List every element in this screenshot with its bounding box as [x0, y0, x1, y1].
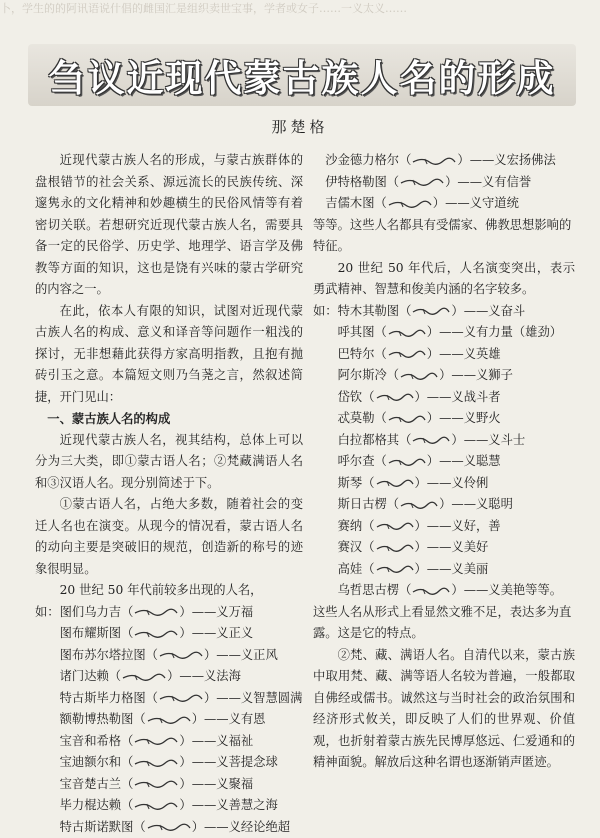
mongolian-script-glyph: [133, 628, 179, 640]
name-entry: [313, 150, 575, 172]
mongolian-script-glyph: [133, 757, 179, 769]
name-meaning: ）——义正义: [179, 626, 253, 640]
paragraph: 这些人名从形式上看显然文雅不足，表达多为直露。这是它的特点。: [313, 602, 575, 645]
name-chinese: 斯日古楞（: [313, 497, 399, 511]
mongolian-script-glyph: [121, 671, 167, 683]
name-entry: [313, 451, 575, 473]
name-chinese: 伊特格勒图（: [313, 175, 399, 189]
name-meaning: ）——义福祉: [179, 734, 253, 748]
mongolian-script-glyph: [387, 348, 427, 360]
name-chinese: 诸门达赖（: [35, 669, 121, 683]
name-chinese: 宝迪额尔和（: [35, 755, 133, 769]
name-meaning: ）——义狮子: [439, 368, 513, 382]
name-entry: [313, 344, 575, 366]
name-meaning: ）——义经论绝超: [192, 820, 290, 834]
name-entry: [313, 494, 575, 516]
article-title: 刍议近现代蒙古族人名的形成: [28, 44, 576, 106]
name-chinese: 图布耀斯图（: [35, 626, 133, 640]
name-chinese: 如：特木其勒图（: [313, 304, 411, 318]
name-meaning: ）——义菩提念球: [179, 755, 277, 769]
name-meaning: ）——义聚福: [179, 777, 253, 791]
mongolian-script-glyph: [399, 499, 439, 511]
right-column: [313, 150, 575, 774]
name-chinese: 沙金德力格尔（: [313, 153, 411, 167]
mongolian-script-glyph: [411, 434, 451, 446]
paragraph: 近现代蒙古族人名，视其结构，总体上可以分为三大类，即①蒙古语人名；②梵藏满语人名和③汉语人名。现分别简述于下。: [35, 430, 303, 495]
name-chinese: 特古斯诺默图（: [35, 820, 146, 834]
paragraph: ①蒙古语人名，占绝大多数，随着社会的变迁人名也在演变。从现今的情况看，蒙古语人名的动向主要是突破旧的规范，创造新的称号的迹象很明显。: [35, 494, 303, 580]
name-entry: [35, 645, 303, 667]
name-chinese: 忒莫勒（: [313, 411, 387, 425]
name-chinese: 宝音楚古兰（: [35, 777, 133, 791]
name-entry: [35, 709, 303, 731]
name-entry: [35, 795, 303, 817]
name-meaning: ）——义智慧圆满: [204, 691, 302, 705]
paragraph: 20 世纪 50 年代前较多出现的人名，: [35, 580, 303, 602]
name-chinese: 赛汉（: [313, 540, 375, 554]
name-entry: [35, 623, 303, 645]
name-entry: [313, 322, 575, 344]
mongolian-script-glyph: [133, 735, 179, 747]
name-meaning: ）——义英雄: [427, 347, 501, 361]
article-author: 那楚格: [0, 116, 600, 137]
name-entry: [313, 430, 575, 452]
name-meaning: ）——义善慧之海: [179, 798, 277, 812]
mongolian-script-glyph: [387, 456, 427, 468]
name-chinese: 斯琴（: [313, 476, 375, 490]
name-entry: [313, 172, 575, 194]
left-column: [35, 150, 303, 838]
mongolian-script-glyph: [411, 155, 457, 167]
name-meaning: ）——义宏扬佛法: [457, 153, 555, 167]
name-chinese: 宝音和希格（: [35, 734, 133, 748]
name-meaning: ）——义有恩: [192, 712, 266, 726]
paragraph: 近现代蒙古族人名的形成，与蒙古族群体的盘根错节的社会关系、源远流长的民族传统、深邃隽永的文化精神和妙趣横生的民俗风情等有着密切关联。若想研究近现代蒙古族人名，需要具备一定的民俗学、历史学、地理学、语言学及佛教等方面的知识，这也是饶有兴味的蒙古学研究的内容之一。: [35, 150, 303, 301]
name-chinese: 毕力棍达赖（: [35, 798, 133, 812]
name-entry: [313, 537, 575, 559]
name-meaning: ）——义万福: [179, 605, 253, 619]
name-entry: [313, 301, 575, 323]
name-meaning: ）——义美好: [415, 540, 489, 554]
name-meaning: ）——义美艳等等。: [451, 583, 562, 597]
name-meaning: ）——义奋斗: [451, 304, 525, 318]
name-meaning: ）——义野火: [427, 411, 501, 425]
name-chinese: 图布苏尔塔拉图（: [35, 648, 158, 662]
name-chinese: 赛纳（: [313, 519, 375, 533]
name-meaning: ）——义美丽: [415, 562, 489, 576]
mongolian-script-glyph: [146, 821, 192, 833]
name-entry: [313, 580, 575, 602]
name-chinese: 额勒博热勒图（: [35, 712, 146, 726]
name-entry: [313, 516, 575, 538]
name-chinese: 呼其图（: [313, 325, 387, 339]
name-meaning: ）——义战斗者: [415, 390, 501, 404]
name-meaning: ）——义有信誉: [445, 175, 531, 189]
name-entry: [313, 559, 575, 581]
name-meaning: ）——义好，善: [415, 519, 501, 533]
name-entry: [35, 666, 303, 688]
paragraph: 等等。这些人名都具有受儒家、佛教思想影响的特征。: [313, 215, 575, 258]
mongolian-script-glyph: [399, 370, 439, 382]
mongolian-script-glyph: [411, 585, 451, 597]
name-meaning: ）——义聪慧: [427, 454, 501, 468]
paragraph: 20 世纪 50 年代后，人名演变突出，表示勇武精神、智慧和俊美内涵的名字较多。: [313, 258, 575, 301]
mongolian-script-glyph: [158, 649, 204, 661]
name-list: [35, 602, 303, 838]
mongolian-script-glyph: [375, 391, 415, 403]
name-chinese: 乌哲思古楞（: [313, 583, 411, 597]
name-entry: [35, 731, 303, 753]
name-entry: [313, 473, 575, 495]
section-heading: 一、蒙古族人名的构成: [35, 408, 303, 430]
name-chinese: 特古斯毕力格图（: [35, 691, 158, 705]
name-meaning: ）——义斗士: [451, 433, 525, 447]
name-entry: [35, 817, 303, 838]
mongolian-script-glyph: [158, 692, 204, 704]
name-entry: [35, 752, 303, 774]
paragraph: ②梵、藏、满语人名。自清代以来，蒙古族中取用梵、藏、满等语人名较为普遍，一般都取自佛经或儒书。诚然这与当时社会的政治氛围和经济形式攸关，即反映了人们的世界观、价值观，也折射着蒙古族先民博厚悠远、仁爱通和的精神面貌。解放后这种名谓也逐渐销声匿迹。: [313, 645, 575, 774]
name-entry: [313, 365, 575, 387]
mongolian-script-glyph: [133, 800, 179, 812]
name-chinese: 吉儒木图（: [313, 196, 387, 210]
name-chinese: 岱钦（: [313, 390, 375, 404]
name-list: [313, 150, 575, 215]
name-entry: [35, 688, 303, 710]
name-entry: [35, 774, 303, 796]
name-chinese: 阿尔斯冷（: [313, 368, 399, 382]
name-meaning: ）——义法海: [167, 669, 241, 683]
name-chinese: 巴特尔（: [313, 347, 387, 361]
mongolian-script-glyph: [375, 520, 415, 532]
name-entry: [35, 602, 303, 624]
name-chinese: 如：图们乌力吉（: [35, 605, 133, 619]
name-meaning: ）——义有力量（雄劲）: [427, 325, 562, 339]
mongolian-script-glyph: [399, 176, 445, 188]
bleed-line: 卜，学生的的阿讯语说什倡的雌国汇是组织卖世宝事，学者或女子……一义太义……: [0, 0, 600, 18]
name-entry: [313, 408, 575, 430]
name-meaning: ）——义伶俐: [415, 476, 489, 490]
name-meaning: ）——义守道统: [433, 196, 519, 210]
name-list: [313, 301, 575, 602]
mongolian-script-glyph: [375, 563, 415, 575]
paragraph: 在此，依本人有限的知识，试图对近现代蒙古族人名的构成、意义和译音等问题作一粗浅的探讨，无非想藉此获得方家高明指教，且抱有抛砖引玉之意。本篇短文则乃刍荛之言，然叙述简捷，开门见山：: [35, 301, 303, 409]
mongolian-script-glyph: [375, 477, 415, 489]
name-meaning: ）——义聪明: [439, 497, 513, 511]
mongolian-script-glyph: [375, 542, 415, 554]
name-chinese: 呼尔查（: [313, 454, 387, 468]
mongolian-script-glyph: [133, 778, 179, 790]
name-chinese: 高娃（: [313, 562, 375, 576]
mongolian-script-glyph: [146, 714, 192, 726]
mongolian-script-glyph: [387, 198, 433, 210]
mongolian-script-glyph: [411, 305, 451, 317]
mongolian-script-glyph: [387, 327, 427, 339]
mongolian-script-glyph: [133, 606, 179, 618]
name-entry: [313, 387, 575, 409]
name-meaning: ）——义正风: [204, 648, 278, 662]
name-entry: [313, 193, 575, 215]
mongolian-script-glyph: [387, 413, 427, 425]
name-chinese: 白拉都格其（: [313, 433, 411, 447]
